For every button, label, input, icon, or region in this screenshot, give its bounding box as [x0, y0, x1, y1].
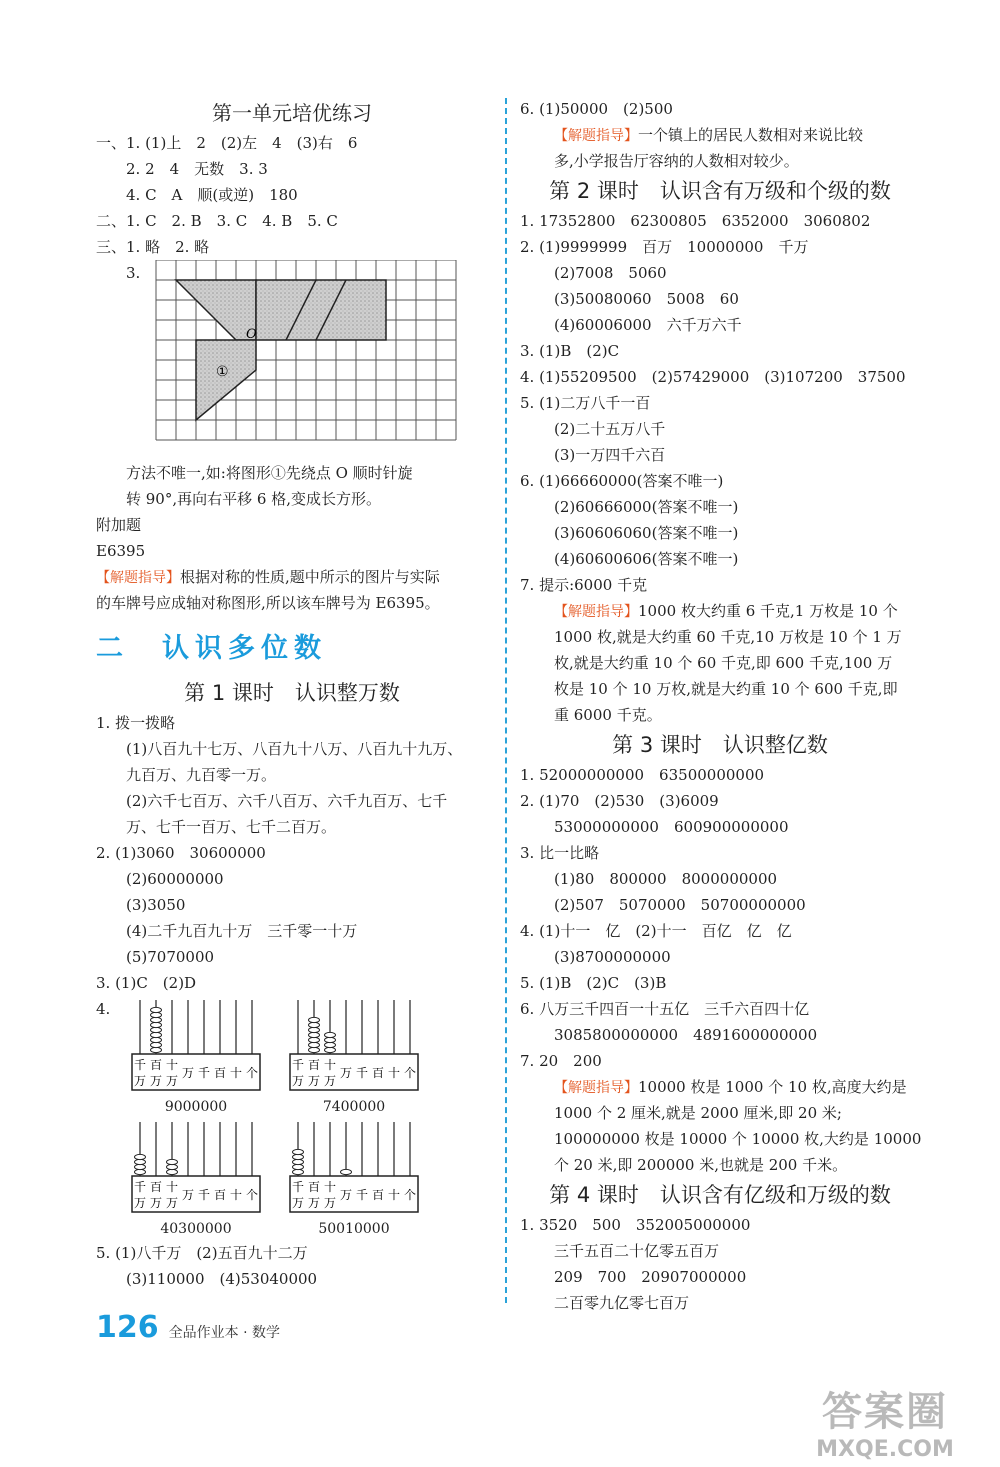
answer-line: 2. 2 4 无数 3. 3 — [126, 160, 268, 178]
hint-text: 1000 枚大约重 6 千克,1 万枚是 10 个 — [638, 602, 898, 620]
abacus-figure — [284, 1118, 424, 1240]
hint-text: 枚,就是大约重 10 个 60 千克,即 600 千克,100 万 — [554, 654, 893, 672]
hint-text: 100000000 枚是 10000 个 10000 枚,大约是 10000 — [554, 1130, 922, 1148]
hint-text: 枚是 10 个 10 万枚,就是大约重 10 个 600 千克,即 — [554, 680, 898, 698]
hint-text: 的车牌号应成轴对称图形,所以该车牌号为 E6395。 — [96, 594, 440, 612]
abacus-bead — [325, 1042, 336, 1047]
abacus-place-label: 十 — [165, 1180, 179, 1194]
answer-line: (1)80 800000 8000000000 — [554, 870, 778, 888]
abacus-place-label: 个 — [245, 1066, 259, 1080]
abacus-figure — [284, 996, 424, 1118]
answer-line: 6. 八万三千四百一十五亿 三千六百四十亿 — [520, 1000, 810, 1018]
right-column — [520, 96, 920, 1316]
hint-text: 1000 枚,就是大约重 60 千克,10 万枚是 10 个 1 万 — [554, 628, 902, 646]
abacus-place-label: 十 — [229, 1066, 243, 1080]
abacus-place-label: 千 — [133, 1180, 147, 1194]
abacus-bead — [293, 1154, 304, 1159]
abacus-bead — [309, 1037, 320, 1042]
abacus-figure — [126, 996, 266, 1118]
answer-line: 7. 提示:6000 千克 — [520, 576, 648, 594]
abacus-place-label: 万 — [149, 1074, 163, 1088]
answer-line: (3)50080060 5008 60 — [554, 290, 739, 308]
abacus-bead — [151, 1007, 162, 1012]
answer-line: (4)60006000 六千万六千 — [554, 316, 742, 334]
abacus-place-label: 万 — [181, 1188, 195, 1202]
unit-title: 二 认识多位数 — [96, 633, 327, 664]
answer-line: 一、1. (1)上 2 (2)左 4 (3)右 6 — [96, 134, 358, 152]
section-title: 第一单元培优练习 — [212, 101, 372, 125]
answer-line: 6. (1)66660000(答案不唯一) — [520, 472, 724, 490]
answer-line: (3)8700000000 — [554, 948, 671, 966]
hint-tag: 【解题指导】 — [96, 570, 180, 586]
abacus-place-label: 十 — [387, 1188, 401, 1202]
answer-line: (3)60606060(答案不唯一) — [554, 524, 739, 542]
abacus-bead — [309, 1017, 320, 1022]
abacus-bead — [151, 1012, 162, 1017]
hint-text: 重 6000 千克。 — [554, 706, 662, 724]
lesson-title: 第 1 课时 认识整万数 — [184, 681, 400, 705]
answer-line: 5. (1)B (2)C (3)B — [520, 974, 667, 992]
abacus-place-label: 万 — [339, 1188, 353, 1202]
abacus-place-label: 万 — [165, 1196, 179, 1210]
book-name: 全品作业本 · 数学 — [168, 1325, 280, 1341]
abacus-place-label: 百 — [371, 1188, 385, 1202]
abacus-svg — [284, 1118, 424, 1218]
page-footer — [96, 1310, 280, 1345]
left-column: 第一单元培优练习 一、1. (1)上 2 (2)左 4 (3)右 6 2. 2 4 无数 3. 3 4. C A 顺(或逆) 180 二、1. C 2. B 3. C 4. B 5. C 三、1. 略 2. 略 3. O ① 方法不唯一,如:将图形①先绕点 O 顺时针旋 转 90°,再向右平移 6 格,变成长方形。 附加题 E6395 【解题指导】根据对称的性质,题中所示的图片与实际 的车牌号应成轴对称图形,所以该车牌号为 E6395。 二 认识多位数 第 1 课时 认识整万数 1. 拨一拨略 (1)八百九十七万、八百九十八万、八百九十九万、 九百万、九百零一万。 (2)六千七百万、六千八百万、六千九百万、七千 万、七千一百万、七千二百万。 2. (1)3060 30600000 (2)60000000 (3)3050 (4)二千九百九十万 三千零一十万 (5)7070000 3. (1)C (2)D 4. 千 万 百 万 十 万 万 千 百 十 个 9000000 千 万 百 万 十 万 万 千 百 十 个 7400000 千 万 百 万 十 万 万 千 百 十 个 40300000 千 万 百 万 十 万 万 千 百 十 个 50010000 5. (1)八千万 (2)五百九十二万 (3)110000 (4)53040000 — [96, 96, 488, 1292]
abacus-bead — [167, 1159, 178, 1164]
abacus-place-label: 万 — [307, 1074, 321, 1088]
answer-line: 7. 20 200 — [520, 1052, 602, 1070]
abacus-place-label: 万 — [291, 1074, 305, 1088]
hint-text: 1000 个 2 厘米,就是 2000 厘米,即 20 米; — [554, 1104, 842, 1122]
method-line: 方法不唯一,如:将图形①先绕点 O 顺时针旋 — [126, 464, 413, 482]
answer-line: 6. (1)50000 (2)500 — [520, 100, 673, 118]
abacus-bead — [135, 1164, 146, 1169]
abacus-bead — [293, 1149, 304, 1154]
abacus-place-label: 十 — [165, 1058, 179, 1072]
abacus-bead — [151, 1042, 162, 1047]
answer-line: 4. C A 顺(或逆) 180 — [126, 186, 298, 204]
answer-line: (2)507 5070000 50700000000 — [554, 896, 806, 914]
answer-line: (2)二十五万八千 — [554, 420, 666, 438]
hint-text: 个 20 米,即 200000 米,也就是 200 千米。 — [554, 1156, 848, 1174]
abacus-bead — [325, 1047, 336, 1052]
abacus-row — [96, 996, 488, 1118]
answer-line: (1)八百九十七万、八百九十八万、八百九十九万、 — [126, 740, 463, 758]
answer-line: 1. 3520 500 352005000000 — [520, 1216, 751, 1234]
answer-line: 二百零九亿零七百万 — [554, 1294, 690, 1312]
abacus-place-label: 百 — [307, 1058, 321, 1072]
hint-tag: 【解题指导】 — [554, 1080, 638, 1096]
abacus-bead — [151, 1022, 162, 1027]
hint-tag: 【解题指导】 — [554, 128, 638, 144]
abacus-place-label: 千 — [355, 1188, 369, 1202]
answer-line: 三千五百二十亿零五百万 — [554, 1242, 720, 1260]
abacus-caption: 40300000 — [160, 1221, 232, 1237]
abacus-bead — [151, 1032, 162, 1037]
abacus-bead — [293, 1164, 304, 1169]
watermark-text: 答案圈 — [822, 1389, 948, 1435]
abacus-caption: 9000000 — [164, 1099, 228, 1115]
answer-line: 5. (1)二万八千一百 — [520, 394, 651, 412]
abacus-bead — [325, 1037, 336, 1042]
abacus-place-label: 个 — [403, 1188, 417, 1202]
answer-line: (4)二千九百九十万 三千零一十万 — [126, 922, 358, 940]
answer-line: 5. (1)八千万 (2)五百九十二万 — [96, 1244, 308, 1262]
abacus-place-label: 十 — [387, 1066, 401, 1080]
answer-line: 209 700 20907000000 — [554, 1268, 747, 1286]
answer-line: (3)110000 (4)53040000 — [126, 1270, 318, 1288]
figure-1-label: ① — [216, 364, 229, 380]
abacus-place-label: 万 — [323, 1196, 337, 1210]
answer-line: 2. (1)70 (2)530 (3)6009 — [520, 792, 719, 810]
answer-line: 万、七千一百万、七千二百万。 — [126, 818, 337, 836]
hint-text: 10000 枚是 1000 个 10 枚,高度大约是 — [638, 1078, 907, 1096]
grid-svg — [96, 260, 488, 460]
abacus-bead — [151, 1027, 162, 1032]
answer-line: 二、1. C 2. B 3. C 4. B 5. C — [96, 212, 338, 230]
answer-line: (2)60000000 — [126, 870, 224, 888]
lesson-title: 第 4 课时 认识含有亿级和万级的数 — [549, 1183, 891, 1207]
answer-line: (4)60600606(答案不唯一) — [554, 550, 739, 568]
abacus-bead — [151, 1017, 162, 1022]
answer-line: 1. 52000000000 63500000000 — [520, 766, 765, 784]
abacus-place-label: 万 — [133, 1074, 147, 1088]
abacus-place-label: 个 — [403, 1066, 417, 1080]
page-number: 126 — [96, 1310, 159, 1345]
abacus-place-label: 千 — [291, 1058, 305, 1072]
abacus-bead — [135, 1154, 146, 1159]
abacus-place-label: 百 — [149, 1180, 163, 1194]
answer-line: (3)3050 — [126, 896, 186, 914]
abacus-bead — [151, 1047, 162, 1052]
abacus-place-label: 万 — [323, 1074, 337, 1088]
abacus-svg — [126, 996, 266, 1096]
answer-line: 1. 17352800 62300805 6352000 3060802 — [520, 212, 871, 230]
abacus-place-label: 百 — [371, 1066, 385, 1080]
abacus-bead — [325, 1032, 336, 1037]
abacus-bead — [309, 1032, 320, 1037]
answer-line: (2)7008 5060 — [554, 264, 667, 282]
abacus-place-label: 万 — [133, 1196, 147, 1210]
abacus-place-label: 万 — [291, 1196, 305, 1210]
abacus-place-label: 百 — [213, 1066, 227, 1080]
answer-line: 1. 拨一拨略 — [96, 714, 176, 732]
abacus-caption: 50010000 — [318, 1221, 390, 1237]
abacus-place-label: 万 — [181, 1066, 195, 1080]
abacus-row — [96, 1118, 488, 1240]
answer-line: 53000000000 600900000000 — [554, 818, 789, 836]
extra-title: 附加题 — [96, 516, 142, 534]
abacus-bead — [341, 1169, 352, 1174]
abacus-figure — [126, 1118, 266, 1240]
abacus-bead — [151, 1037, 162, 1042]
rotation-grid-figure — [96, 260, 488, 460]
abacus-bead — [135, 1169, 146, 1174]
abacus-place-label: 个 — [245, 1188, 259, 1202]
answer-line: 三、1. 略 2. 略 — [96, 238, 210, 256]
abacus-bead — [293, 1169, 304, 1174]
abacus-place-label: 十 — [229, 1188, 243, 1202]
watermark-logo — [800, 1380, 970, 1460]
answer-line: 3. (1)C (2)D — [96, 974, 197, 992]
abacus-place-label: 百 — [149, 1058, 163, 1072]
abacus-place-label: 万 — [149, 1196, 163, 1210]
answer-line: 2. (1)9999999 百万 10000000 千万 — [520, 238, 809, 256]
answer-line: (3)一万四千六百 — [554, 446, 666, 464]
abacus-place-label: 千 — [197, 1066, 211, 1080]
abacus-svg — [126, 1118, 266, 1218]
abacus-bead — [309, 1027, 320, 1032]
abacus-place-label: 千 — [291, 1180, 305, 1194]
hint-text: 一个镇上的居民人数相对来说比较 — [638, 126, 864, 144]
abacus-place-label: 百 — [213, 1188, 227, 1202]
abacus-bead — [135, 1159, 146, 1164]
answer-line: 4. (1)55209500 (2)57429000 (3)107200 37500 — [520, 368, 906, 386]
abacus-place-label: 万 — [307, 1196, 321, 1210]
abacus-bead — [309, 1042, 320, 1047]
hint-text: 根据对称的性质,题中所示的图片与实际 — [180, 568, 440, 586]
abacus-place-label: 万 — [165, 1074, 179, 1088]
answer-line: 3085800000000 4891600000000 — [554, 1026, 818, 1044]
abacus-caption: 7400000 — [322, 1099, 386, 1115]
lesson-title: 第 3 课时 认识整亿数 — [612, 733, 828, 757]
abacus-place-label: 千 — [133, 1058, 147, 1072]
abacus-svg — [284, 996, 424, 1096]
abacus-place-label: 万 — [339, 1066, 353, 1080]
abacus-place-label: 千 — [355, 1066, 369, 1080]
column-divider — [505, 98, 507, 1303]
answer-line: (2)60666000(答案不唯一) — [554, 498, 739, 516]
abacus-place-label: 十 — [323, 1058, 337, 1072]
answer-line: 九百万、九百零一万。 — [126, 766, 277, 784]
abacus-bead — [309, 1022, 320, 1027]
abacus-bead — [293, 1159, 304, 1164]
answer-line: 4. (1)十一 亿 (2)十一 百亿 亿 亿 — [520, 922, 792, 940]
answer-line: (5)7070000 — [126, 948, 215, 966]
answer-line: 3. 比一比略 — [520, 844, 600, 862]
extra-answer: E6395 — [96, 542, 146, 560]
question-number: 3. — [126, 264, 141, 282]
abacus-bead — [167, 1169, 178, 1174]
hint-text: 多,小学报告厅容纳的人数相对较少。 — [554, 152, 799, 170]
answer-line: (2)六千七百万、六千八百万、六千九百万、七千 — [126, 792, 448, 810]
method-line: 转 90°,再向右平移 6 格,变成长方形。 — [126, 490, 381, 508]
answer-line: 3. (1)B (2)C — [520, 342, 620, 360]
abacus-bead — [309, 1047, 320, 1052]
abacus-place-label: 千 — [197, 1188, 211, 1202]
abacus-bead — [167, 1164, 178, 1169]
lesson-title: 第 2 课时 认识含有万级和个级的数 — [549, 179, 891, 203]
answer-line: 2. (1)3060 30600000 — [96, 844, 266, 862]
hint-tag: 【解题指导】 — [554, 604, 638, 620]
abacus-place-label: 十 — [323, 1180, 337, 1194]
watermark-url: MXQE.COM — [816, 1437, 954, 1462]
abacus-place-label: 百 — [307, 1180, 321, 1194]
point-o-label: O — [246, 327, 257, 342]
